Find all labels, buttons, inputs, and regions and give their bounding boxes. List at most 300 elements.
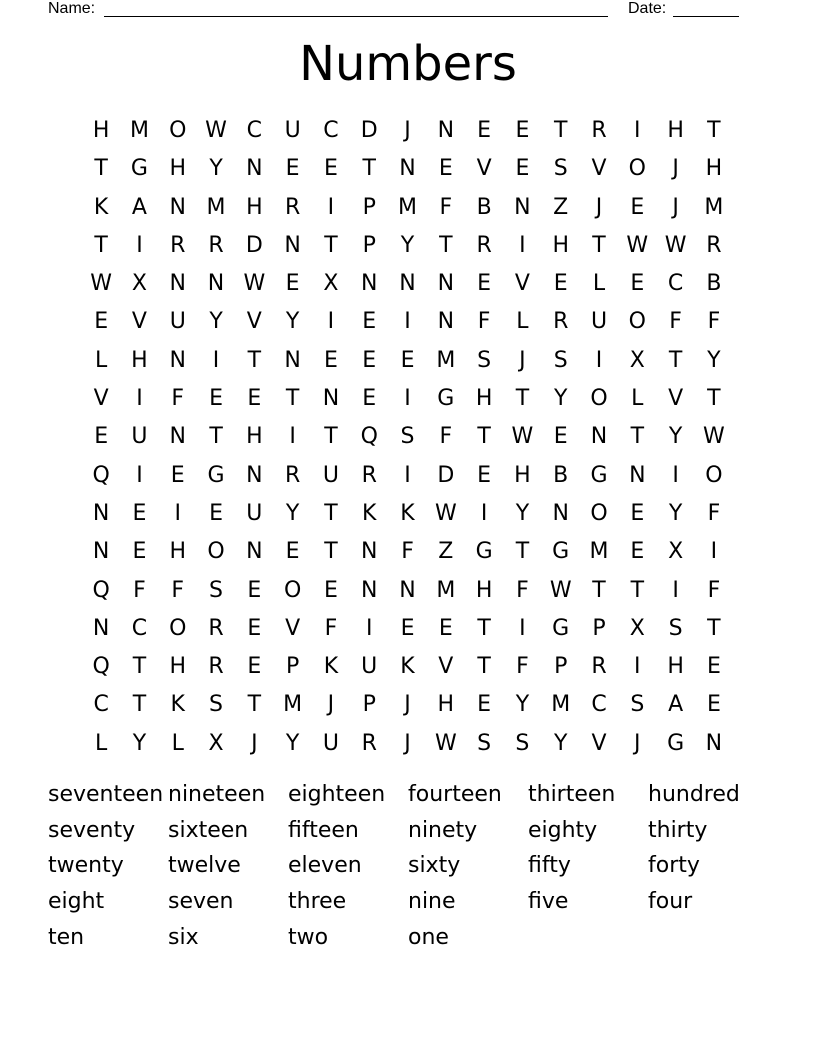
grid-letter: V	[93, 386, 109, 412]
grid-letter: K	[400, 654, 415, 680]
grid-letter: O	[283, 577, 302, 603]
grid-letter: Y	[132, 730, 147, 756]
grid-letter: J	[404, 692, 411, 718]
grid-letter: N	[437, 118, 455, 143]
grid-letter: N	[399, 577, 416, 603]
grid-letter: E	[515, 156, 530, 182]
grid-letter: V	[476, 156, 492, 182]
grid-letter: F	[439, 424, 453, 450]
grid-letter: O	[590, 386, 608, 412]
grid-letter: E	[362, 347, 377, 373]
grid-letter: E	[323, 347, 338, 373]
grid-letter: Y	[285, 730, 300, 756]
grid-letter: T	[324, 424, 338, 450]
grid-letter: V	[438, 654, 454, 680]
grid-letter: D	[437, 462, 455, 488]
header	[48, 0, 748, 20]
grid-row	[82, 495, 733, 533]
grid-letter: K	[400, 500, 415, 526]
grid-letter: S	[477, 730, 492, 756]
grid-letter: F	[477, 309, 491, 335]
grid-letter: F	[401, 539, 414, 565]
grid-letter: J	[634, 730, 641, 756]
grid-letter: T	[94, 232, 108, 258]
grid-letter: H	[514, 462, 531, 488]
grid-row	[82, 648, 733, 686]
grid-row	[82, 610, 733, 648]
grid-letter: G	[590, 462, 608, 488]
grid-letter: S	[668, 615, 683, 641]
grid-letter: I	[212, 347, 220, 373]
grid-letter: T	[477, 654, 491, 680]
grid-letter: H	[246, 194, 263, 220]
date-label: Date:	[628, 0, 667, 17]
grid-letter: R	[284, 462, 301, 488]
grid-letter: W	[626, 232, 649, 258]
word-list-item: seventeen	[48, 782, 164, 807]
grid-letter: E	[285, 271, 300, 297]
grid-letter: W	[703, 424, 725, 450]
grid-letter: E	[706, 654, 721, 680]
grid-letter: G	[552, 539, 570, 565]
page-title: Numbers	[299, 36, 517, 92]
grid-letter: X	[208, 730, 224, 756]
grid-letter: T	[477, 615, 491, 641]
grid-letter: E	[438, 156, 453, 182]
grid-letter: K	[170, 692, 185, 718]
grid-letter: T	[324, 539, 338, 565]
word-list-item: thirty	[648, 817, 708, 843]
grid-letter: O	[169, 615, 187, 641]
word-list-item: eleven	[288, 853, 362, 879]
word-list-item: four	[648, 889, 693, 915]
word-list-item: two	[288, 924, 329, 950]
grid-letter: N	[629, 462, 646, 488]
grid-letter: N	[284, 232, 301, 258]
grid-letter: R	[361, 462, 377, 488]
grid-letter: N	[207, 271, 225, 297]
grid-letter: W	[549, 577, 572, 603]
grid-letter: S	[553, 347, 568, 373]
grid-letter: T	[630, 577, 645, 603]
grid-letter: R	[284, 194, 301, 220]
grid-letter: J	[327, 692, 335, 718]
grid-letter: Y	[400, 232, 415, 258]
grid-letter: S	[477, 347, 492, 373]
grid-letter: H	[552, 232, 569, 258]
grid-letter: M	[436, 347, 456, 373]
grid-letter: N	[169, 194, 186, 220]
grid-letter: W	[90, 271, 113, 297]
grid-letter: T	[247, 692, 262, 718]
grid-letter: R	[591, 118, 607, 143]
grid-letter: G	[475, 539, 493, 565]
grid-letter: A	[131, 194, 147, 220]
grid-letter: E	[247, 654, 262, 680]
grid-letter: V	[514, 271, 530, 297]
grid-letter: E	[94, 424, 109, 450]
grid-letter: I	[404, 309, 411, 335]
grid-letter: F	[707, 500, 721, 526]
grid-letter: R	[476, 232, 492, 258]
grid-letter: C	[131, 615, 148, 641]
grid-letter: I	[595, 347, 603, 373]
grid-letter: R	[170, 232, 186, 258]
grid-letter: Q	[92, 462, 110, 488]
grid-letter: Y	[553, 730, 568, 756]
grid-letter: Y	[553, 386, 568, 412]
grid-letter: I	[519, 232, 526, 258]
grid-letter: J	[672, 194, 679, 220]
grid-letter: T	[132, 654, 147, 680]
grid-letter: T	[707, 118, 721, 143]
grid-letter: M	[398, 194, 418, 220]
grid-letter: T	[553, 118, 568, 143]
grid-letter: C	[323, 118, 339, 143]
grid-letter: N	[246, 539, 263, 565]
grid-letter: L	[592, 271, 606, 297]
grid-letter: H	[131, 347, 148, 373]
grid-letter: F	[669, 309, 682, 335]
grid-letter: C	[246, 118, 263, 143]
date-blank-line	[673, 16, 739, 17]
grid-letter: M	[283, 692, 303, 718]
grid-letter: P	[362, 232, 376, 258]
grid-letter: F	[171, 386, 185, 412]
grid-letter: E	[132, 500, 147, 526]
grid-row	[82, 342, 733, 380]
grid-letter: I	[136, 462, 143, 488]
grid-letter: R	[361, 730, 377, 756]
grid-letter: Y	[285, 500, 300, 526]
grid-row	[82, 572, 733, 610]
word-bank	[48, 777, 768, 955]
grid-letter: N	[360, 577, 378, 603]
grid-letter: T	[439, 232, 453, 258]
grid-letter: T	[515, 539, 530, 565]
grid-letter: N	[399, 156, 416, 182]
grid-letter: I	[634, 118, 641, 143]
grid-letter: B	[476, 194, 492, 220]
grid-letter: O	[207, 539, 225, 565]
grid-letter: I	[710, 539, 718, 565]
grid-letter: D	[245, 232, 263, 258]
grid-letter: K	[93, 194, 109, 220]
grid-letter: D	[360, 118, 378, 143]
grid-letter: S	[209, 692, 224, 718]
grid-letter: E	[247, 615, 262, 641]
grid-letter: K	[362, 500, 377, 526]
grid-row	[82, 265, 733, 303]
grid-letter: L	[516, 309, 529, 335]
grid-letter: I	[365, 615, 373, 641]
grid-letter: M	[129, 118, 149, 143]
grid-letter: T	[515, 386, 530, 412]
grid-letter: L	[95, 347, 108, 373]
grid-letter: O	[169, 118, 187, 143]
grid-letter: L	[171, 730, 184, 756]
grid-letter: X	[131, 271, 147, 297]
grid-letter: J	[672, 156, 679, 182]
grid-row	[82, 303, 733, 341]
grid-letter: I	[136, 232, 143, 258]
grid-letter: T	[247, 347, 262, 373]
grid-letter: U	[361, 654, 378, 680]
grid-letter: H	[92, 118, 110, 143]
grid-letter: U	[284, 118, 301, 143]
grid-letter: T	[94, 156, 108, 182]
grid-letter: Q	[360, 424, 378, 450]
grid-letter: E	[132, 539, 147, 565]
grid-letter: F	[707, 309, 721, 335]
grid-letter: V	[246, 309, 262, 335]
grid-letter: V	[285, 615, 301, 641]
grid-letter: E	[209, 386, 223, 412]
grid-letter: N	[284, 347, 301, 373]
grid-letter: T	[707, 386, 721, 412]
grid-letter: F	[171, 577, 185, 603]
grid-letter: T	[285, 386, 300, 412]
word-list-item: hundred	[648, 782, 740, 807]
grid-letter: U	[131, 424, 148, 450]
grid-letter: Y	[209, 309, 223, 335]
grid-letter: X	[668, 539, 684, 565]
grid-letter: G	[130, 156, 148, 182]
grid-letter: N	[169, 424, 186, 450]
grid-letter: I	[404, 462, 411, 488]
grid-letter: W	[511, 424, 534, 450]
word-list-item: ten	[48, 924, 85, 950]
word-list-item: eighteen	[288, 782, 386, 807]
word-list-item: fifteen	[288, 817, 359, 843]
grid-letter: F	[133, 577, 146, 603]
word-list-item: fifty	[528, 853, 571, 879]
grid-letter: N	[92, 539, 110, 565]
grid-letter: Z	[553, 194, 569, 220]
grid-letter: F	[516, 577, 529, 603]
grid-letter: E	[400, 615, 415, 641]
grid-letter: I	[327, 194, 335, 220]
grid-letter: Y	[515, 692, 530, 718]
grid-letter: O	[628, 309, 646, 335]
grid-letter: S	[209, 577, 224, 603]
grid-letter: I	[634, 654, 641, 680]
grid-letter: A	[668, 692, 684, 718]
grid-letter: E	[438, 615, 453, 641]
grid-letter: O	[705, 462, 723, 488]
grid-letter: I	[672, 462, 679, 488]
grid-letter: E	[170, 462, 185, 488]
grid-letter: Y	[707, 347, 721, 373]
grid-letter: G	[437, 386, 455, 412]
grid-letter: H	[475, 386, 493, 412]
grid-letter: E	[209, 500, 223, 526]
grid-letter: E	[553, 271, 568, 297]
grid-letter: I	[480, 500, 488, 526]
grid-letter: T	[132, 692, 147, 718]
grid-letter: Q	[92, 577, 110, 603]
name-blank-line	[104, 16, 608, 17]
grid-letter: F	[707, 577, 721, 603]
grid-row	[82, 227, 733, 265]
grid-letter: U	[322, 462, 339, 488]
word-list-item: twelve	[168, 853, 241, 879]
grid-letter: Y	[515, 500, 530, 526]
grid-letter: E	[477, 118, 492, 143]
grid-letter: N	[360, 271, 378, 297]
grid-letter: R	[706, 232, 722, 258]
grid-letter: Y	[668, 424, 683, 450]
word-list-item: nine	[408, 889, 456, 915]
grid-letter: N	[552, 500, 569, 526]
grid-letter: N	[169, 347, 186, 373]
grid-letter: R	[208, 654, 224, 680]
grid-letter: E	[630, 271, 645, 297]
grid-letter: N	[705, 730, 723, 756]
grid-letter: H	[667, 118, 684, 143]
grid-letter: E	[553, 424, 568, 450]
grid-letter: U	[246, 500, 263, 526]
word-list-item: forty	[648, 853, 700, 879]
grid-letter: L	[631, 386, 644, 412]
grid-letter: R	[208, 615, 224, 641]
grid-letter: U	[169, 309, 186, 335]
grid-letter: X	[629, 615, 645, 641]
grid-letter: M	[551, 692, 571, 718]
grid-letter: O	[590, 500, 608, 526]
grid-letter: Y	[668, 500, 683, 526]
grid-letter: G	[207, 462, 225, 488]
grid-row	[82, 380, 733, 418]
grid-letter: F	[324, 615, 338, 641]
grid-letter: M	[589, 539, 609, 565]
grid-letter: Q	[92, 654, 110, 680]
grid-letter: N	[590, 424, 608, 450]
grid-letter: E	[362, 309, 377, 335]
grid-letter: E	[477, 692, 492, 718]
grid-letter: X	[323, 271, 339, 297]
grid-letter: B	[553, 462, 569, 488]
grid-letter: E	[630, 194, 645, 220]
grid-letter: F	[439, 194, 453, 220]
grid-letter: N	[437, 271, 455, 297]
grid-letter: J	[595, 194, 603, 220]
grid-row	[82, 150, 733, 188]
word-list-item: eighty	[528, 817, 598, 843]
grid-letter: H	[169, 654, 187, 680]
grid-letter: I	[174, 500, 181, 526]
grid-letter: N	[92, 615, 110, 641]
grid-letter: E	[247, 386, 262, 412]
word-list-item: five	[528, 889, 569, 915]
word-list-item: seventy	[48, 817, 136, 843]
grid-letter: E	[323, 577, 338, 603]
grid-letter: E	[247, 577, 262, 603]
grid-row	[82, 725, 733, 763]
word-list-item: sixteen	[168, 817, 249, 843]
grid-letter: E	[400, 347, 415, 373]
grid-letter: E	[515, 118, 530, 143]
grid-letter: E	[706, 692, 721, 718]
grid-letter: H	[169, 539, 187, 565]
grid-letter: K	[323, 654, 339, 680]
grid-letter: I	[404, 386, 411, 412]
grid-letter: Y	[209, 156, 223, 182]
word-list-item: sixty	[408, 853, 461, 879]
word-list-item: one	[408, 924, 449, 950]
grid-letter: V	[591, 730, 607, 756]
grid-letter: E	[94, 309, 109, 335]
grid-letter: J	[251, 730, 258, 756]
letter-grid	[82, 112, 733, 763]
grid-letter: H	[169, 156, 187, 182]
grid-letter: U	[322, 730, 339, 756]
grid-letter: I	[519, 615, 526, 641]
grid-letter: W	[664, 232, 687, 258]
grid-letter: M	[436, 577, 456, 603]
grid-letter: L	[95, 730, 108, 756]
grid-letter: G	[667, 730, 685, 756]
grid-letter: N	[514, 194, 531, 220]
grid-letter: E	[477, 462, 492, 488]
grid-letter: T	[477, 424, 491, 450]
grid-letter: H	[705, 156, 723, 182]
grid-letter: N	[437, 309, 455, 335]
grid-letter: W	[434, 500, 457, 526]
grid-letter: U	[590, 309, 608, 335]
grid-row	[82, 112, 733, 150]
grid-letter: Y	[285, 309, 300, 335]
word-list-item: six	[168, 924, 199, 950]
grid-letter: N	[92, 500, 110, 526]
grid-letter: T	[592, 232, 606, 258]
grid-letter: V	[131, 309, 147, 335]
grid-letter: T	[630, 424, 645, 450]
grid-letter: P	[362, 194, 376, 220]
grid-letter: W	[434, 730, 457, 756]
grid-letter: F	[516, 654, 529, 680]
grid-letter: S	[553, 156, 568, 182]
grid-letter: P	[554, 654, 568, 680]
grid-letter: O	[628, 156, 646, 182]
grid-letter: R	[553, 309, 569, 335]
grid-letter: P	[285, 654, 300, 680]
grid-letter: E	[285, 156, 300, 182]
grid-letter: T	[324, 500, 338, 526]
grid-letter: E	[323, 156, 338, 182]
grid-letter: M	[206, 194, 226, 220]
grid-letter: W	[205, 118, 227, 143]
grid-letter: P	[592, 615, 606, 641]
grid-row	[82, 457, 733, 495]
word-list-item: three	[288, 889, 347, 915]
grid-letter: T	[592, 577, 606, 603]
grid-row	[82, 686, 733, 724]
grid-letter: S	[515, 730, 530, 756]
word-list-item: eight	[48, 889, 105, 915]
grid-letter: X	[629, 347, 645, 373]
grid-letter: N	[399, 271, 416, 297]
grid-letter: N	[246, 462, 263, 488]
grid-letter: P	[362, 692, 376, 718]
grid-letter: I	[289, 424, 296, 450]
grid-letter: T	[324, 232, 338, 258]
word-list-item: seven	[168, 889, 234, 915]
grid-letter: M	[704, 194, 724, 220]
grid-letter: T	[209, 424, 223, 450]
word-list-item: ninety	[408, 817, 478, 843]
grid-letter: S	[630, 692, 645, 718]
